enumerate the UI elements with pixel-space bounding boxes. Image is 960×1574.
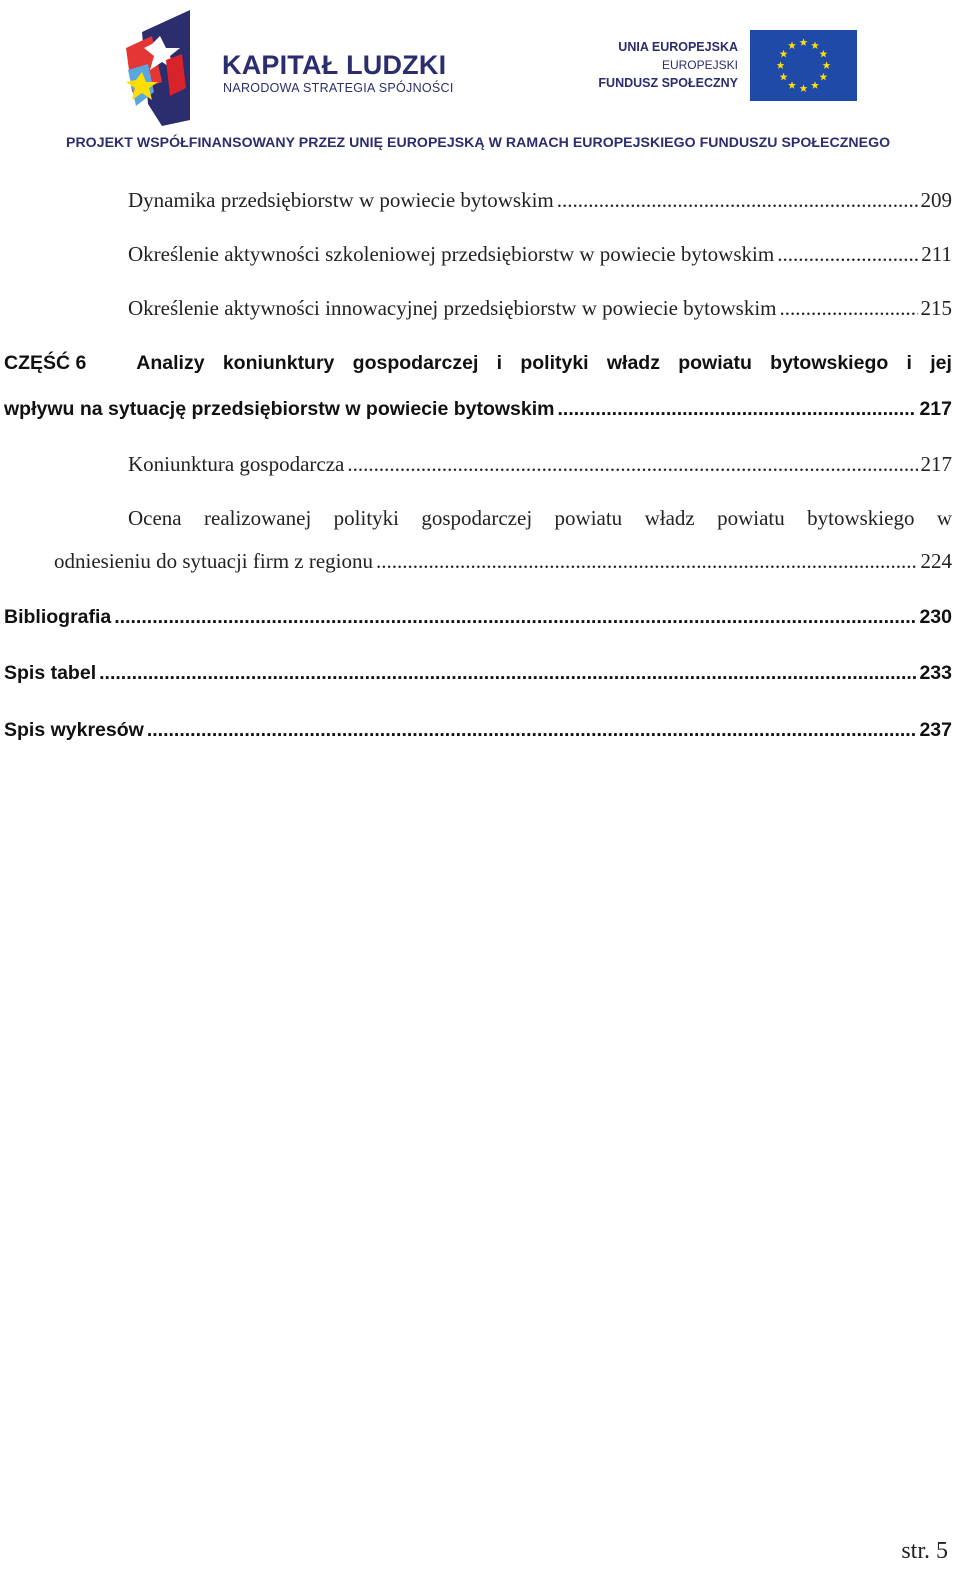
toc-entry-title: Dynamika przedsiębiorstw w powiecie bytowskim — [128, 188, 554, 212]
toc-entry-page: 215 — [920, 296, 952, 320]
kapital-ludzki-title: KAPITAŁ LUDZKI — [222, 50, 447, 80]
page-number: str. 5 — [901, 1538, 948, 1564]
toc-leader-dots — [780, 296, 918, 321]
toc-entry[interactable] — [128, 188, 952, 213]
toc-part-word: i — [906, 352, 912, 374]
toc-part-word: polityki — [520, 352, 589, 374]
eu-line-1: UNIA EUROPEJSKA — [618, 40, 738, 54]
toc-entry[interactable] — [128, 242, 952, 267]
toc-entry[interactable] — [128, 452, 952, 477]
toc-entry-page: 217 — [919, 398, 952, 420]
toc-leader-dots — [114, 606, 916, 629]
toc-leader-dots — [376, 549, 917, 574]
toc-entry-list-of-charts[interactable] — [4, 719, 952, 742]
toc-part-label: CZĘŚĆ 6 — [4, 352, 87, 374]
toc-entry-title: Określenie aktywności innowacyjnej przedsiębiorstw w powiecie bytowskim — [128, 296, 777, 320]
kapital-ludzki-subtitle: NARODOWA STRATEGIA SPÓJNOŚCI — [223, 81, 454, 95]
toc-entry-list-of-tables[interactable] — [4, 662, 952, 685]
toc-entry-title: wpływu na sytuację przedsiębiorstw w powiecie bytowskim — [4, 398, 555, 420]
toc-entry-line1[interactable] — [128, 506, 952, 531]
toc-entry-page: 209 — [920, 188, 952, 212]
toc-entry-title: Określenie aktywności szkoleniowej przedsiębiorstw w powiecie bytowskim — [128, 242, 775, 266]
toc-entry-page: 230 — [919, 606, 952, 628]
eu-fund-label — [560, 38, 738, 92]
toc-entry-bibliography[interactable] — [4, 606, 952, 629]
toc-part-word: władz — [606, 352, 660, 374]
page-header — [0, 0, 960, 160]
toc-leader-dots — [147, 719, 917, 742]
toc-entry-title: Spis tabel — [4, 662, 97, 684]
toc-leader-dots — [347, 452, 917, 477]
toc-entry-page: 211 — [921, 242, 952, 266]
toc-part-word: koniunktury — [222, 352, 335, 374]
toc-entry-page: 217 — [920, 452, 952, 476]
toc-part-word: i — [496, 352, 503, 374]
kapital-ludzki-logo — [122, 8, 198, 126]
toc-leader-dots — [557, 188, 918, 213]
toc-part-word: gospodarczej — [352, 352, 479, 374]
toc-entry-title: odniesieniu do sytuacji firm z regionu — [54, 549, 374, 573]
project-cofinanced-line: PROJEKT WSPÓŁFINANSOWANY PRZEZ UNIĘ EUROPEJSKĄ W RAMACH EUROPEJSKIEGO FUNDUSZU SPOŁECZNEGO — [66, 134, 891, 150]
toc-entry-page: 237 — [919, 719, 952, 741]
toc-part-heading-line2[interactable] — [4, 398, 952, 421]
toc-part-word: powiatu — [678, 352, 752, 374]
toc-entry-title: Koniunktura gospodarcza — [128, 452, 345, 476]
toc-entry-line2[interactable] — [54, 549, 952, 574]
toc-part-word: jej — [930, 352, 952, 374]
toc-part-heading-line1[interactable] — [4, 352, 952, 375]
eu-line-2: EUROPEJSKI — [661, 58, 738, 72]
toc-entry-title: Spis wykresów — [4, 719, 144, 741]
toc-entry-page: 224 — [920, 549, 952, 573]
toc-entry-title-part: Ocena realizowanej polityki gospodarczej powiatu władz powiatu bytowskiego w — [128, 506, 952, 530]
toc-entry[interactable] — [128, 296, 952, 321]
toc-part-word: bytowskiego — [770, 352, 889, 374]
toc-entry-title: Bibliografia — [4, 606, 112, 628]
toc-leader-dots — [777, 242, 918, 267]
eu-line-3: FUNDUSZ SPOŁECZNY — [598, 76, 738, 90]
eu-flag-icon — [750, 30, 857, 101]
toc-leader-dots — [99, 662, 916, 685]
toc-part-word: Analizy — [136, 352, 205, 374]
toc-leader-dots — [558, 398, 917, 421]
toc-entry-page: 233 — [919, 662, 952, 684]
